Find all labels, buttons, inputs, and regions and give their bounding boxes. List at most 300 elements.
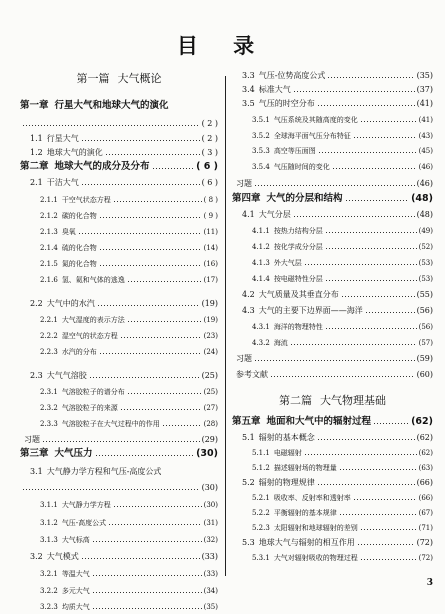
toc-entry [20,417,218,431]
toc-page-number: (24) [203,348,218,356]
dot-leader [81,139,200,142]
toc-page-number: (35) [416,71,433,80]
dot-leader [92,574,202,577]
toc-entry-title: 大气标高 [61,536,90,544]
toc-entry [20,313,218,327]
toc-entry-title: 大气的主要下边界面——海洋 [258,306,363,315]
dot-leader [127,320,202,323]
toc-entry [232,240,433,254]
toc-entry-number: 3.4 [242,85,255,94]
dot-leader [95,454,195,457]
toc-entry [20,193,218,207]
toc-entry [20,209,218,223]
toc-entry [20,257,218,271]
toc-page-number: ( 2 ) [201,134,218,143]
dot-leader [108,523,201,526]
toc-entry-number: 3.5.1 [252,116,270,124]
toc-entry-number: 5.1.1 [252,449,270,457]
dot-leader [92,607,202,610]
toc-entry-title: 大气的分层和结构 [266,193,343,204]
toc-entry-title: 大气中的水汽 [46,299,95,308]
toc-page-number: (59) [416,354,433,363]
toc-entry-title: 气压-高度公式 [61,519,107,527]
toc-page-number: (19) [203,316,218,324]
dot-leader [42,440,200,443]
toc-entry [232,551,433,565]
toc-entry [20,567,218,581]
dot-leader [113,200,202,203]
toc-page-number: (66) [416,478,433,487]
dot-leader [99,216,202,219]
toc-entry-number: 2.1.6 [40,276,58,284]
dot-leader [360,558,417,561]
toc-entry-number: 3.3 [242,71,255,80]
toc-entry-title: 吸收率、反射率和透射率 [273,494,351,502]
toc-entry-title: 大气对辐射吸收的物理过程 [273,554,358,562]
toc-page-number: (72) [416,538,433,547]
toc-page-number: (17) [203,276,218,284]
toc-entry-title: 地球大气的成分及分布 [54,161,150,172]
toc-part-heading [20,70,218,88]
toc-page-number: (41) [418,116,433,124]
toc-entry [20,297,218,311]
toc-page-number: (30) [201,483,218,492]
dot-leader [304,453,417,456]
toc-entry-title: 行星大气和地球大气的演化 [54,100,169,111]
toc-entry [232,177,433,191]
toc-entry-number: 5.1 [242,433,255,442]
toc-entry-title: 海流 [273,339,288,347]
toc-entry-title: 气溶胶粒子的来源 [61,404,118,412]
toc-entry-number: 1.2 [30,148,43,157]
toc-entry-title: 干空气状态方程 [61,196,111,204]
toc-entry-title: 高空等压面图 [273,147,316,155]
dot-leader [92,540,202,543]
dot-leader [120,336,202,339]
toc-entry [20,225,218,239]
toc-entry-number: 4.1.3 [252,259,270,267]
toc-page-number: (71) [418,524,433,532]
toc-entry-title: 习题 [24,435,40,444]
toc-page-number: (35) [203,603,218,611]
toc-entry-number: 第三章 [20,448,49,459]
toc-entry-number: 2.1.1 [40,196,58,204]
toc-entry [20,385,218,399]
toc-entry-title: 大气气溶胶 [46,371,87,380]
toc-entry [20,345,218,359]
toc-entry-title: 等温大气 [61,570,90,578]
toc-entry [232,83,433,97]
toc-entry-title: 大气概论 [117,72,162,85]
toc-entry [232,304,433,318]
dot-leader [353,498,417,501]
toc-page-number: ( 6 ) [201,178,218,187]
toc-entry-number: 4.1.1 [252,227,270,235]
dot-leader [22,488,200,491]
toc-entry-title: 多元大气 [61,587,90,595]
dot-leader [325,247,417,250]
toc-entry-title: 平衡辐射的基本规律 [273,509,337,517]
toc-entry-number: 2.1.5 [40,260,58,268]
toc-chapter-entry [232,192,433,206]
toc-entry-number: 4.3 [242,306,255,315]
toc-entry [232,144,433,158]
toc-entry [232,446,433,460]
toc-page-number: (27) [203,404,218,412]
dot-leader [120,408,202,411]
dot-leader [304,263,417,266]
toc-page-number: (34) [203,587,218,595]
toc-page-number: ( 6 ) [196,161,218,172]
dot-leader [81,557,200,560]
toc-entry-title: 氢、氦和气体的逃逸 [61,276,125,284]
toc-entry-number: 3.1 [30,467,43,476]
toc-entry [20,329,218,343]
dot-leader [290,343,417,346]
toc-entry-title: 气压系统及其随高度的变化 [273,116,358,124]
dot-leader [318,151,417,154]
toc-entry-number: 3.5 [242,99,255,108]
column-divider [225,76,226,576]
toc-page-number: (49) [418,227,433,235]
toc-entry-number: 2.3.3 [40,420,58,428]
toc-entry-number: 3.5.2 [252,132,270,140]
toc-entry [232,431,433,445]
toc-entry [20,550,218,564]
toc-entry [232,476,433,490]
dot-leader [105,153,200,156]
toc-entry-title: 辐射的物理规律 [258,478,315,487]
toc-entry-title: 行星大气 [46,134,79,143]
toc-entry [232,69,433,83]
toc-entry [232,336,433,350]
toc-entry-number: 3.1.2 [40,519,58,527]
toc-entry-number: 3.5.3 [252,147,270,155]
toc-entry-title: 大气压力 [54,448,93,459]
toc-entry-number: 2.2.1 [40,316,58,324]
dot-leader [254,359,415,362]
toc-entry [232,256,433,270]
toc-page-number: (33) [201,552,218,561]
dot-leader [270,375,415,378]
toc-page-number: (62) [416,433,433,442]
toc-entry-title: 描述辐射场的物理量 [273,464,337,472]
toc-entry-title: 气压-位势高度公式 [258,71,326,80]
toc-page-number: (16) [203,260,218,268]
dot-leader [327,76,414,79]
toc-entry-title: 大气质量及其垂直分布 [258,290,339,299]
dot-leader [162,424,202,427]
toc-entry-title: 均质大气 [61,603,90,611]
toc-entry-number: 5.2.2 [252,509,270,517]
toc-entry [20,498,218,512]
toc-page-number: (56) [416,306,433,315]
toc-entry-title: 大气湿度的表示方法 [61,316,125,324]
toc-entry-number: 2.1 [30,178,43,187]
toc-entry-title: 标准大气 [258,85,291,94]
page-title: 目 录 [176,34,269,58]
toc-page-number: (66) [418,494,433,502]
toc-chapter-entry [20,99,218,113]
toc-entry-title: 地面和大气中的辐射过程 [266,416,372,427]
toc-entry-title: 干洁大气 [46,178,79,187]
toc-entry-number: 5.1.2 [252,464,270,472]
toc-entry-number: 第四章 [232,193,261,204]
toc-entry-title: 地球大气的演化 [46,148,103,157]
toc-entry-number: 2.1.2 [40,212,58,220]
toc-entry-title: 大气分层 [258,210,291,219]
toc-page-number: (30) [203,501,218,509]
toc-page-number: (45) [418,147,433,155]
toc-entry-title: 按化学成分分层 [273,243,323,251]
toc-page-number: ( 8 ) [203,196,218,204]
toc-entry [20,132,218,146]
toc-page-number: ( 2 ) [201,119,218,128]
toc-entry [20,176,218,190]
toc-entry-title: 气压的时空分布 [258,99,315,108]
dot-leader [152,167,195,170]
toc-page-number: (23) [203,332,218,340]
dot-leader [127,280,202,283]
toc-entry-number: 2.2 [30,299,43,308]
toc-entry [232,461,433,475]
dot-leader [357,543,415,546]
dot-leader [325,231,417,234]
toc-entry-number: 第一篇 [76,72,110,85]
toc-page-number: (48) [411,193,433,204]
dot-leader [360,528,417,531]
dot-leader [373,422,409,425]
dot-leader [353,136,417,139]
toc-entry [20,516,218,530]
toc-entry [20,600,218,614]
toc-page-number: (46) [416,179,433,188]
dot-leader [127,392,202,395]
toc-entry-title: 海洋的物理特性 [273,323,323,331]
dot-leader [339,468,417,471]
toc-entry-title: 参考文献 [236,370,268,379]
toc-page-number: (48) [416,210,433,219]
toc-entry-number: 2.2.2 [40,332,58,340]
toc-entry [232,160,433,174]
toc-entry [232,288,433,302]
toc-entry-title: 按电磁特性分层 [273,275,323,283]
toc-entry-title: 大气模式 [46,552,79,561]
dot-leader [81,183,200,186]
toc-entry [20,273,218,287]
toc-entry-number: 3.2.1 [40,570,58,578]
dot-leader [293,90,415,93]
toc-page-number: (33) [203,570,218,578]
dot-leader [360,120,417,123]
toc-entry [232,272,433,286]
toc-page-number: (25) [201,371,218,380]
toc-entry-number: 5.3.1 [252,554,270,562]
toc-entry-number: 2.1.3 [40,228,58,236]
toc-entry-title: 电磁辐射 [273,449,302,457]
toc-page-number: (41) [416,99,433,108]
toc-entry-title: 太阳辐射和地球辐射的差别 [273,524,358,532]
toc-page-number: (11) [203,228,218,236]
toc-entry-title: 水汽的分布 [61,348,97,356]
toc-entry [232,129,433,143]
toc-entry-number: 5.2.3 [252,524,270,532]
toc-entry-title: 碳的化合物 [61,212,97,220]
toc-entry [232,506,433,520]
toc-entry-number: 5.3 [242,538,255,547]
dot-leader [317,483,415,486]
toc-chapter-entry [20,160,218,174]
toc-page-number: (67) [418,509,433,517]
toc-page-number: (31) [203,519,218,527]
toc-entry-title: 气压随时间的变化 [273,163,330,171]
toc-page-number: (37) [416,85,433,94]
dot-leader [89,376,200,379]
toc-entry-title: 大气静力学方程和气压-高度公式 [46,467,162,476]
dot-leader [341,295,415,298]
toc-entry-number: 第一章 [20,100,49,111]
toc-page-number: (62) [411,416,433,427]
toc-entry-number: 1.1 [30,134,43,143]
toc-entry-title: 气溶胶粒子的谱分布 [61,388,125,396]
dot-leader [293,215,415,218]
toc-entry-number: 2.3.1 [40,388,58,396]
toc-entry-title: 辐射的基本概念 [258,433,315,442]
toc-entry-number: 4.1.2 [252,243,270,251]
dot-leader [97,304,200,307]
dot-leader [317,438,415,441]
toc-page-number: (43) [418,132,433,140]
toc-page-number: (57) [418,339,433,347]
toc-entry-number: 第二篇 [279,394,312,407]
toc-entry-number: 第五章 [232,416,261,427]
toc-page-number: (19) [201,299,218,308]
toc-entry-number: 2.2.3 [40,348,58,356]
toc-entry [20,401,218,415]
toc-entry [232,521,433,535]
toc-page-number: ( 9 ) [203,212,218,220]
toc-entry-title: 大气静力学方程 [61,501,111,509]
dot-leader [99,352,202,355]
toc-entry-continuation [20,117,218,131]
toc-page-number: (25) [203,388,218,396]
dot-leader [317,104,415,107]
toc-entry-number: 5.2.1 [252,494,270,502]
dot-leader [332,167,417,170]
toc-entry-title: 气溶胶粒子在大气过程中的作用 [61,420,160,428]
toc-entry-continuation [20,481,218,495]
toc-entry [232,491,433,505]
toc-entry-title: 习题 [236,179,252,188]
toc-entry-number: 3.2.3 [40,603,58,611]
dot-leader [325,327,417,330]
toc-entry-number: 4.1 [242,210,255,219]
toc-page-number: (32) [203,536,218,544]
toc-entry [232,208,433,222]
toc-entry-number: 2.3 [30,371,43,380]
toc-page-number: (52) [418,243,433,251]
dot-leader [78,232,202,235]
dot-leader [99,248,202,251]
toc-entry-number: 2.3.2 [40,404,58,412]
toc-entry-number: 3.5.4 [252,163,270,171]
toc-entry [232,368,433,382]
dot-leader [345,199,410,202]
toc-page-number: (60) [416,370,433,379]
toc-entry-number: 3.1.3 [40,536,58,544]
toc-page-number: (53) [418,259,433,267]
dot-leader [325,279,417,282]
toc-entry [20,369,218,383]
dot-leader [113,505,202,508]
toc-entry [20,146,218,160]
toc-page-number: (53) [418,275,433,283]
dot-leader [92,591,202,594]
toc-page-number: (63) [418,464,433,472]
toc-entry-title: 外大气层 [273,259,302,267]
page-number: 3 [426,578,433,588]
toc-entry-number: 4.3.1 [252,323,270,331]
toc-page-number: (55) [416,290,433,299]
toc-entry-number: 3.1.1 [40,501,58,509]
toc-entry-number: 4.1.4 [252,275,270,283]
toc-entry-title: 按热力结构分层 [273,227,323,235]
toc-entry-number: 3.2.2 [40,587,58,595]
toc-entry [20,465,218,479]
toc-entry-title: 大气物理基础 [320,394,386,407]
toc-entry [20,584,218,598]
toc-entry-number: 3.2 [30,552,43,561]
toc-page-number: (14) [203,244,218,252]
toc-page-number: (30) [196,448,218,459]
toc-page-number: (56) [418,323,433,331]
toc-entry [232,352,433,366]
toc-chapter-entry [232,415,433,429]
toc-entry-number: 4.3.2 [252,339,270,347]
toc-entry-number: 2.1.4 [40,244,58,252]
toc-entry-number: 4.2 [242,290,255,299]
toc-entry-title: 硫的化合物 [61,244,97,252]
toc-entry-title: 氮的化合物 [61,260,97,268]
toc-page-number: (46) [418,163,433,171]
toc-entry-number: 第二章 [20,161,49,172]
dot-leader [22,124,200,127]
toc-page-number: (28) [203,420,218,428]
toc-entry [232,113,433,127]
toc-entry-title: 湿空气的状态方程 [61,332,118,340]
toc-page-number: ( 3 ) [201,148,218,157]
dot-leader [99,264,202,267]
toc-page-number: (29) [201,435,218,444]
toc-entry-title: 臭氧 [61,228,76,236]
toc-entry [20,433,218,447]
toc-entry-title: 习题 [236,354,252,363]
dot-leader [254,184,415,187]
toc-entry [232,536,433,550]
toc-entry [232,224,433,238]
toc-page-number: (62) [418,449,433,457]
toc-entry-title: 地球大气与辐射的相互作用 [258,538,355,547]
toc-entry-title: 全球海平面气压分布特征 [273,132,351,140]
toc-page-number: (72) [418,554,433,562]
dot-leader [339,513,417,516]
toc-entry [20,533,218,547]
toc-entry-number: 5.2 [242,478,255,487]
dot-leader [365,311,415,314]
toc-entry [232,320,433,334]
toc-entry [232,97,433,111]
toc-entry [20,241,218,255]
